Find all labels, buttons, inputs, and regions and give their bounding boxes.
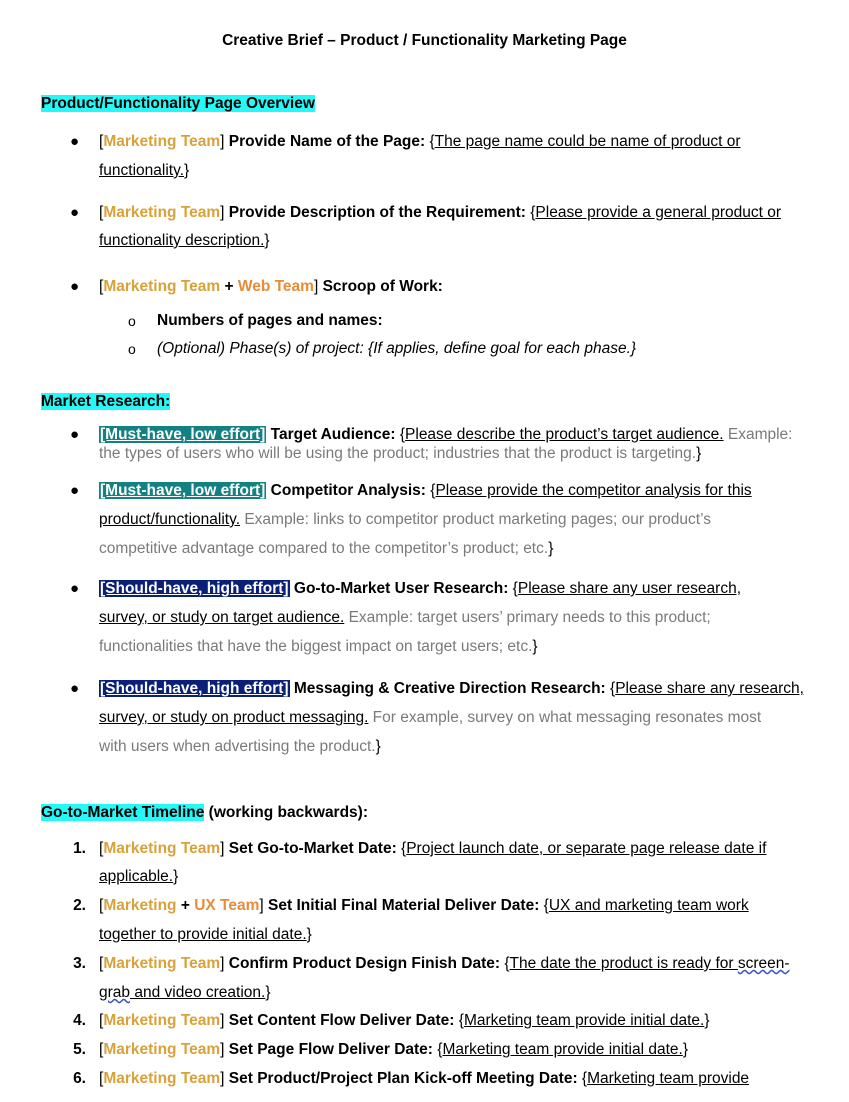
scope-sub-item-pages: Numbers of pages and names: — [157, 312, 383, 329]
item-text: together to provide initial date. — [99, 926, 307, 943]
item-label: Set Page Flow Deliver Date: — [228, 1041, 433, 1058]
item-text: Project launch date, or separate page release date if — [406, 840, 767, 857]
item-label: Set Content Flow Deliver Date: — [228, 1012, 455, 1029]
item-text: functionality description. — [99, 232, 265, 249]
priority-tag: [Must-have, low effort] — [100, 426, 266, 443]
list-number: 6. — [73, 1070, 86, 1087]
priority-tag: [Should-have, high effort] — [100, 580, 289, 597]
item-label: Set Go-to-Market Date: — [228, 840, 397, 857]
timeline-item-content-flow: [Marketing Team] Set Content Flow Deliver Date: {Marketing team provide initial date.} — [99, 1012, 710, 1029]
section-heading-research — [41, 393, 170, 411]
bullet-icon: ● — [70, 204, 80, 221]
bullet-icon: ● — [70, 580, 80, 597]
timeline-item-design-date: [Marketing Team] Confirm Product Design Finish Date: {The date the product is ready for screen- — [99, 955, 790, 972]
item-label: Target Audience: — [270, 426, 396, 443]
overview-item-scope: [Marketing Team + Web Team] Scroop of Work: — [99, 278, 443, 295]
section-heading-overview — [41, 95, 315, 113]
item-text: Marketing team provide initial date. — [463, 1012, 705, 1029]
research-item-user-research: [Should-have, high effort] Go-to-Market User Research: {Please share any user research, — [100, 580, 742, 597]
plus-sign: + — [180, 897, 190, 914]
item-text: product/functionality. — [99, 511, 241, 528]
team-tag: Marketing Team — [103, 278, 221, 295]
item-text: Marketing team provide initial date. — [442, 1041, 683, 1058]
item-text-spellcheck: screen- — [737, 955, 790, 972]
timeline-item-design-date-cont: grab and video creation.} — [99, 984, 271, 1001]
example-text: Example: — [723, 426, 793, 443]
sub-bullet-icon: o — [128, 341, 136, 357]
bullet-icon: ● — [70, 278, 80, 295]
research-item-user-research-cont — [99, 609, 711, 627]
example-text: with users when advertising the product. — [99, 738, 376, 755]
item-text: The page name could be name of product or — [434, 133, 741, 150]
item-text: applicable. — [99, 868, 174, 885]
overview-item-description: [Marketing Team] Provide Description of the Requirement: {Please provide a general product or — [99, 204, 781, 221]
item-text: UX and marketing team work — [548, 897, 749, 914]
bullet-icon: ● — [70, 133, 80, 150]
item-text: Please share any research, — [615, 680, 804, 697]
timeline-item-page-flow: [Marketing Team] Set Page Flow Deliver Date: {Marketing team provide initial date.} — [99, 1041, 688, 1058]
item-label: Set Initial Final Material Deliver Date: — [268, 897, 540, 914]
overview-heading-text: Product/Functionality Page Overview — [41, 95, 315, 112]
example-text: Example: links to competitor product marketing pages; our product’s — [240, 511, 711, 528]
team-tag: Marketing Team — [103, 955, 221, 972]
item-text: and video creation. — [130, 984, 266, 1001]
list-number: 2. — [73, 897, 86, 914]
item-label: Provide Name of the Page: — [228, 133, 426, 150]
scope-sub-item-phases: (Optional) Phase(s) of project: {If applies, define goal for each phase.} — [157, 340, 637, 357]
example-text: competitive advantage compared to the competitor’s product; etc. — [99, 540, 549, 557]
item-label: Confirm Product Design Finish Date: — [228, 955, 501, 972]
team-tag: Marketing Team — [103, 1012, 221, 1029]
overview-item-name-cont: functionality.} — [99, 162, 190, 179]
item-label: Scroop of Work: — [322, 278, 443, 295]
item-text: survey, or study on product messaging. — [99, 709, 369, 726]
list-number: 1. — [73, 840, 86, 857]
item-label: Go-to-Market User Research: — [293, 580, 509, 597]
research-item-competitor: [Must-have, low effort] Competitor Analysis: {Please provide the competitor analysis for this — [100, 482, 752, 499]
list-number: 5. — [73, 1041, 86, 1058]
item-label: Provide Description of the Requirement: — [228, 204, 526, 221]
team-tag: Web Team — [237, 278, 314, 295]
research-item-audience-cont: the types of users who will be using the product; industries that the product is targeting.} — [99, 445, 702, 462]
research-item-messaging-cont2: with users when advertising the product.} — [99, 738, 381, 755]
list-number: 4. — [73, 1012, 86, 1029]
research-item-audience: [Must-have, low effort] Target Audience: {Please describe the product’s target audience. Example: — [100, 426, 793, 443]
priority-tag: [Should-have, high effort] — [100, 680, 289, 697]
team-tag: Marketing — [103, 897, 177, 914]
team-tag: UX Team — [194, 897, 260, 914]
bullet-icon: ● — [70, 680, 80, 697]
item-label: Messaging & Creative Direction Research: — [293, 680, 606, 697]
team-tag: Marketing Team — [103, 204, 221, 221]
bullet-icon: ● — [70, 426, 80, 443]
item-label: Competitor Analysis: — [270, 482, 426, 499]
team-tag: Marketing Team — [103, 840, 221, 857]
example-text: functionalities that have the biggest impact on target users; etc. — [99, 638, 533, 655]
team-tag: Marketing Team — [103, 133, 221, 150]
priority-tag: [Must-have, low effort] — [100, 482, 266, 499]
item-text: The date the product is ready for — [509, 955, 738, 972]
list-number: 3. — [73, 955, 86, 972]
example-text: the types of users who will be using the product; industries that the product is targeting. — [99, 445, 697, 462]
research-item-competitor-cont2: competitive advantage compared to the competitor’s product; etc.} — [99, 540, 554, 557]
team-tag: Marketing Team — [103, 1070, 221, 1087]
research-item-competitor-cont — [99, 511, 711, 529]
example-text: Example: target users’ primary needs to this product; — [344, 609, 711, 626]
timeline-heading-text: Go-to-Market Timeline — [41, 804, 205, 821]
item-label: Set Product/Project Plan Kick-off Meeting Date: — [228, 1070, 578, 1087]
item-text: survey, or study on target audience. — [99, 609, 345, 626]
item-text: functionality. — [99, 162, 185, 179]
item-text: Please provide a general product or — [535, 204, 781, 221]
research-heading-text: Market Research: — [41, 393, 171, 410]
research-item-messaging-cont — [99, 709, 761, 727]
research-item-user-research-cont2: functionalities that have the biggest impact on target users; etc.} — [99, 638, 538, 655]
overview-item-name: [Marketing Team] Provide Name of the Page: {The page name could be name of product or — [99, 133, 741, 150]
timeline-item-kickoff: [Marketing Team] Set Product/Project Plan Kick-off Meeting Date: {Marketing team provide — [99, 1070, 750, 1087]
item-text: Marketing team provide — [587, 1070, 750, 1087]
timeline-item-gtm-date: [Marketing Team] Set Go-to-Market Date: {Project launch date, or separate page release date if — [99, 840, 767, 857]
timeline-item-material-date-cont: together to provide initial date.} — [99, 926, 312, 943]
item-text-spellcheck: grab — [99, 984, 131, 1001]
document-title: Creative Brief – Product / Functionality Marketing Page — [222, 32, 627, 49]
bullet-icon: ● — [70, 482, 80, 499]
item-text: Please provide the competitor analysis for this — [435, 482, 752, 499]
timeline-item-material-date: [Marketing + UX Team] Set Initial Final Material Deliver Date: {UX and marketing team work — [99, 897, 749, 914]
overview-item-description-cont: functionality description.} — [99, 232, 270, 249]
item-text: Please describe the product’s target audience. — [405, 426, 724, 443]
research-item-messaging: [Should-have, high effort] Messaging & Creative Direction Research: {Please share any research, — [100, 680, 804, 697]
item-text: Please share any user research, — [517, 580, 742, 597]
timeline-heading-suffix: (working backwards): — [204, 804, 369, 821]
timeline-item-gtm-date-cont: applicable.} — [99, 868, 179, 885]
sub-bullet-icon: o — [128, 313, 136, 329]
example-text: For example, survey on what messaging resonates most — [368, 709, 762, 726]
plus-sign: + — [224, 278, 234, 295]
section-heading-timeline — [41, 804, 368, 822]
team-tag: Marketing Team — [103, 1041, 221, 1058]
